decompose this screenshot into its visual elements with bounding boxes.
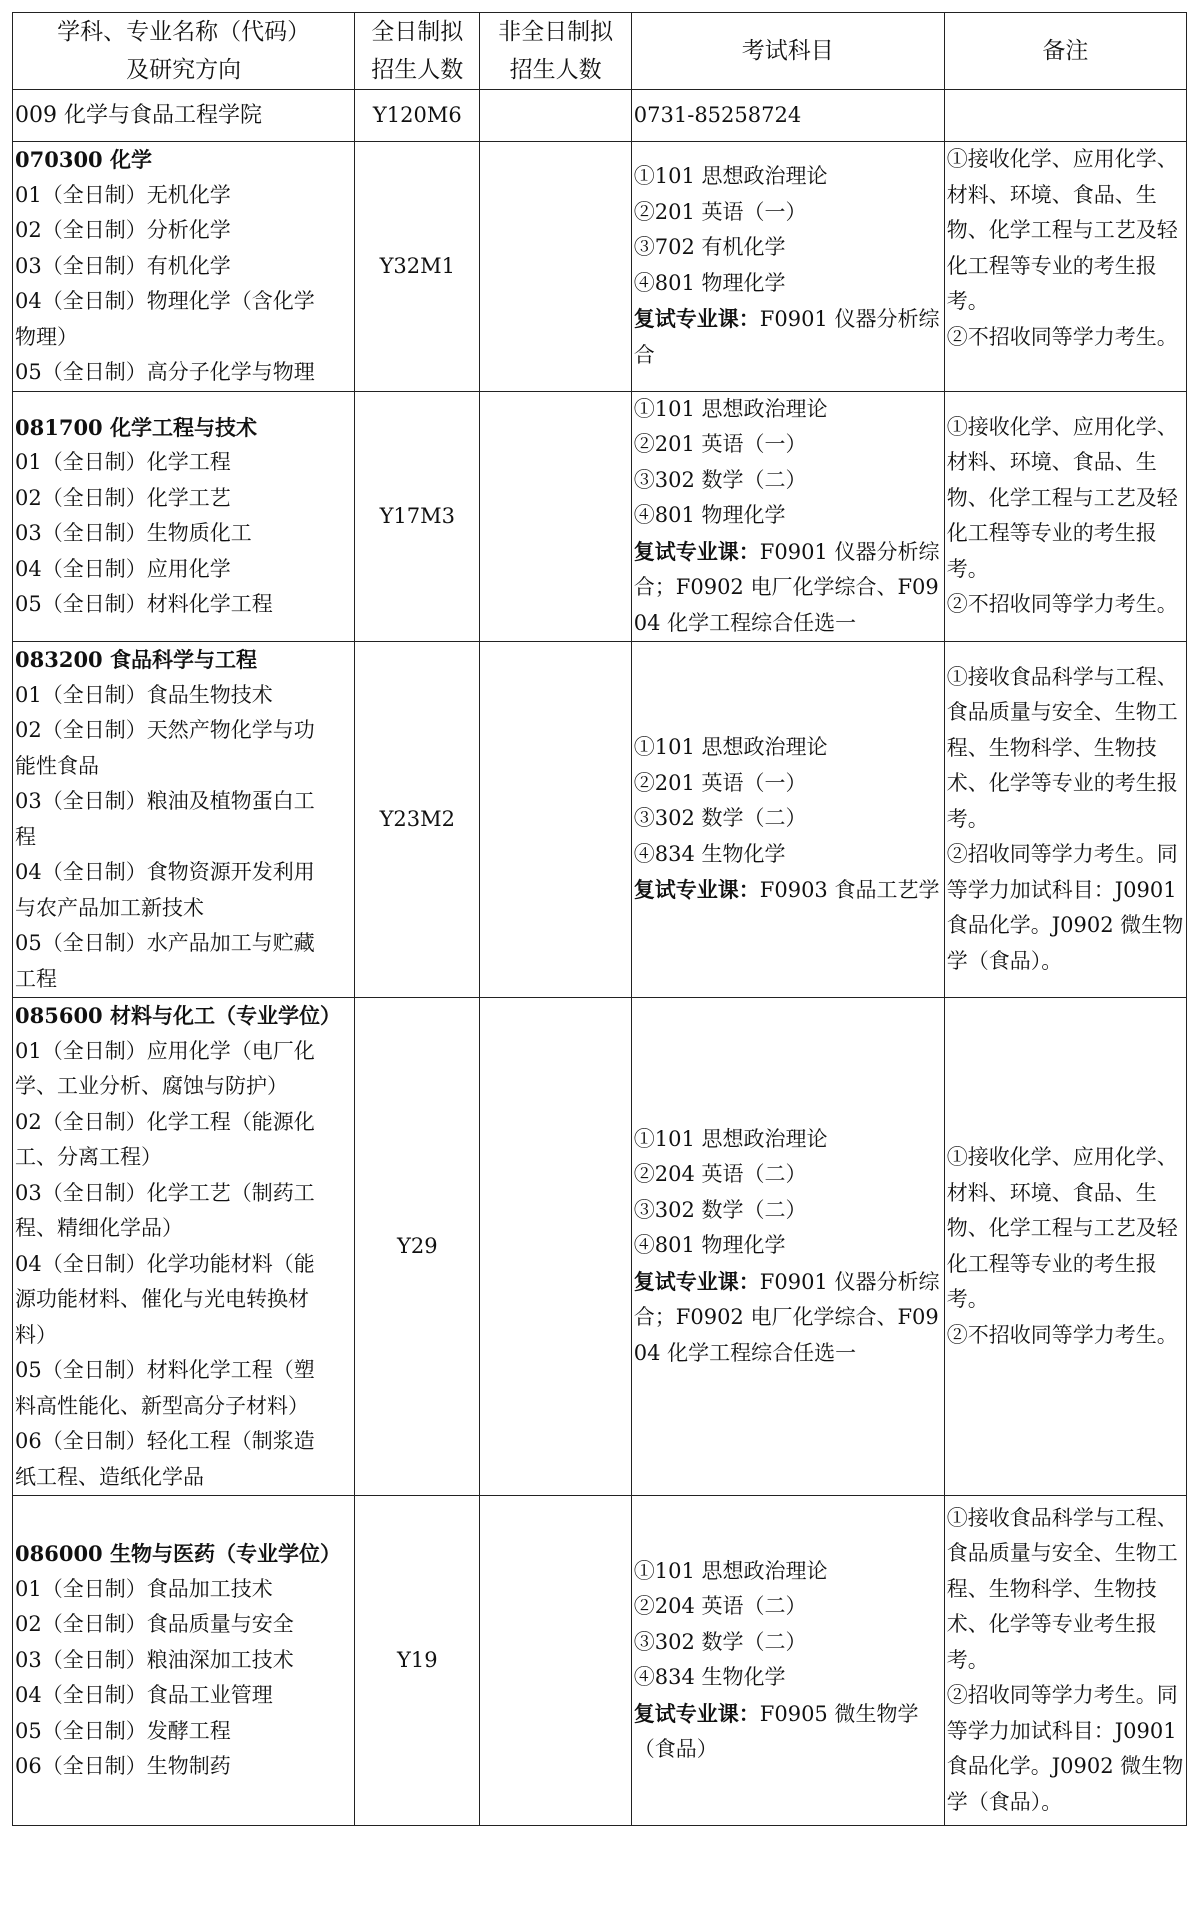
parttime-quota — [480, 142, 631, 392]
parttime-quota — [480, 1496, 631, 1826]
table-row — [13, 642, 1187, 998]
college-parttime — [480, 90, 631, 142]
college-name: 009 化学与食品工程学院 — [13, 90, 355, 142]
college-phone: 0731-85258724 — [631, 90, 944, 142]
exam-subjects: ①101 思想政治理论 ②201 英语（一） ③302 数学（二） ④834 生物化学 复试专业课：F0903 食品工艺学 — [631, 642, 944, 998]
parttime-quota — [480, 998, 631, 1496]
major-cell: 086000 生物与医药（专业学位） 01（全日制）食品加工技术 02（全日制）食品质量与安全 03（全日制）粮油深加工技术 04（全日制）食品工业管理 05（全日制）发酵工程 06（全日制）生物制药 — [13, 1496, 355, 1826]
header-parttime-quota: 非全日制拟 招生人数 — [480, 13, 631, 90]
fulltime-quota: Y32M1 — [355, 142, 480, 392]
fulltime-quota: Y17M3 — [355, 391, 480, 642]
exam-subjects: ①101 思想政治理论 ②201 英语（一） ③302 数学（二） ④801 物理化学 复试专业课：F0901 仪器分析综合；F0902 电厂化学综合、F0904 化学工程综合任选一 — [631, 391, 944, 642]
major-cell: 070300 化学 01（全日制）无机化学 02（全日制）分析化学 03（全日制）有机化学 04（全日制）物理化学（含化学 物理） 05（全日制）高分子化学与物理 — [13, 142, 355, 392]
table-row — [13, 391, 1187, 642]
header-notes: 备注 — [944, 13, 1186, 90]
parttime-quota — [480, 642, 631, 998]
table-row — [13, 1496, 1187, 1826]
major-cell: 083200 食品科学与工程 01（全日制）食品生物技术 02（全日制）天然产物化学与功 能性食品 03（全日制）粮油及植物蛋白工 程 04（全日制）食物资源开发利用 与农产品加工新技术 05（全日制）水产品加工与贮藏 工程 — [13, 642, 355, 998]
notes: ①接收化学、应用化学、材料、环境、食品、生物、化学工程与工艺及轻化工程等专业的考生报考。 ②不招收同等学力考生。 — [944, 142, 1186, 392]
notes: ①接收食品科学与工程、食品质量与安全、生物工程、生物科学、生物技术、化学等专业的考生报考。 ②招收同等学力考生。同等学力加试科目：J0901 食品化学。J0902 微生物学（食品）。 — [944, 642, 1186, 998]
college-row — [13, 90, 1187, 142]
header-major: 学科、专业名称（代码） 及研究方向 — [13, 13, 355, 90]
fulltime-quota: Y23M2 — [355, 642, 480, 998]
header-exam-subjects: 考试科目 — [631, 13, 944, 90]
notes: ①接收化学、应用化学、材料、环境、食品、生物、化学工程与工艺及轻化工程等专业的考生报考。 ②不招收同等学力考生。 — [944, 998, 1186, 1496]
college-quota: Y120M6 — [355, 90, 480, 142]
major-cell: 081700 化学工程与技术 01（全日制）化学工程 02（全日制）化学工艺 03（全日制）生物质化工 04（全日制）应用化学 05（全日制）材料化学工程 — [13, 391, 355, 642]
admissions-table — [12, 12, 1187, 1826]
fulltime-quota: Y19 — [355, 1496, 480, 1826]
major-cell: 085600 材料与化工（专业学位） 01（全日制）应用化学（电厂化 学、工业分析、腐蚀与防护） 02（全日制）化学工程（能源化 工、分离工程） 03（全日制）化学工艺（制药工 程、精细化学品） 04（全日制）化学功能材料（能 源功能材料、催化与光电转换材 料） 05（全日制）材料化学工程（塑 料高性能化、新型高分子材料） 06（全日制）轻化工程（制浆造 纸工程、造纸化学品 — [13, 998, 355, 1496]
college-notes — [944, 90, 1186, 142]
notes: ①接收化学、应用化学、材料、环境、食品、生物、化学工程与工艺及轻化工程等专业的考生报考。 ②不招收同等学力考生。 — [944, 391, 1186, 642]
table-row — [13, 998, 1187, 1496]
exam-subjects: ①101 思想政治理论 ②204 英语（二） ③302 数学（二） ④801 物理化学 复试专业课：F0901 仪器分析综合；F0902 电厂化学综合、F0904 化学工程综合任选一 — [631, 998, 944, 1496]
fulltime-quota: Y29 — [355, 998, 480, 1496]
parttime-quota — [480, 391, 631, 642]
header-row — [13, 13, 1187, 90]
header-fulltime-quota: 全日制拟 招生人数 — [355, 13, 480, 90]
notes: ①接收食品科学与工程、食品质量与安全、生物工程、生物科学、生物技术、化学等专业考生报考。 ②招收同等学力考生。同等学力加试科目：J0901 食品化学。J0902 微生物学（食品）。 — [944, 1496, 1186, 1826]
exam-subjects: ①101 思想政治理论 ②201 英语（一） ③702 有机化学 ④801 物理化学 复试专业课：F0901 仪器分析综合 — [631, 142, 944, 392]
table-row — [13, 142, 1187, 392]
exam-subjects: ①101 思想政治理论 ②204 英语（二） ③302 数学（二） ④834 生物化学 复试专业课：F0905 微生物学（食品） — [631, 1496, 944, 1826]
